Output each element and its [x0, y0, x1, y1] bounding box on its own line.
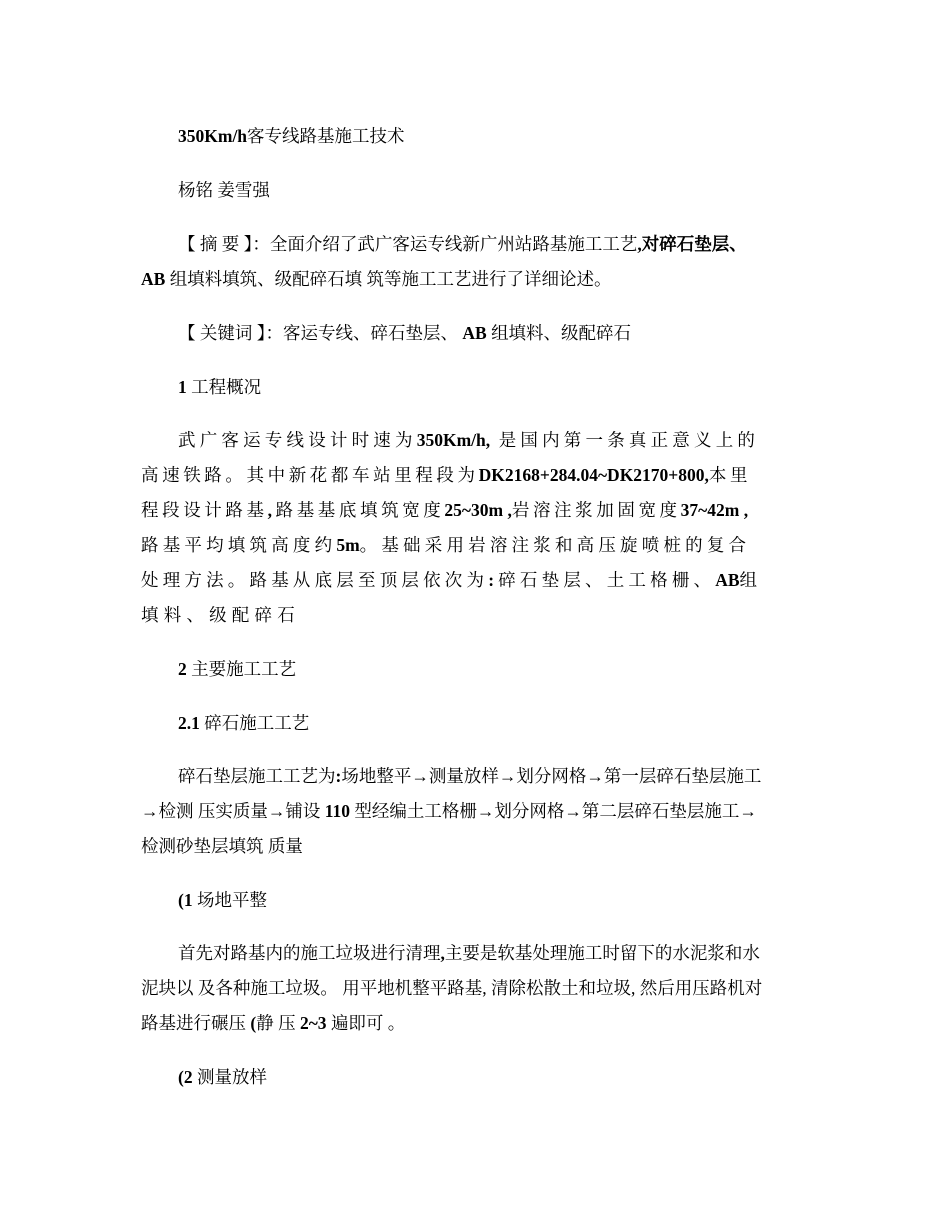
item-heading-2: (2 测量放样 — [178, 1067, 267, 1087]
paragraph-2-line-1: 碎石垫层施工工艺为:场地整平→测量放样→划分网格→第一层碎石垫层施工 — [178, 766, 762, 786]
keywords-label: 【 关键词 】 — [178, 323, 266, 343]
paragraph-1-line-2: 高速铁路。其中新花都车站里程段为DK2168+284.04~DK2170+800,本里 — [141, 465, 752, 485]
paragraph-1-line-4: 路基平均填筑高度约5m。基础采用岩溶注浆和高压旋喷桩的复合 — [141, 535, 751, 555]
abstract-line-1: 【 摘 要 】：全面介绍了武广客运专线新广州站路基施工工艺,对碎石垫层、 — [178, 234, 747, 254]
section-heading-1: 1 工程概况 — [178, 377, 262, 397]
item-heading-1: (1 场地平整 — [178, 890, 267, 910]
abstract-label: 【 摘 要 】 — [178, 234, 253, 254]
abstract-sep: ： — [252, 234, 270, 254]
abstract-line-2: AB 组填料填筑、级配碎石填 筑等施工工艺进行了详细论述。 — [141, 269, 612, 289]
section-heading-2: 2 主要施工工艺 — [178, 659, 297, 679]
paragraph-3-line-2: 泥块以 及各种施工垃圾。 用平地机整平路基, 清除松散土和垃圾, 然后用压路机对 — [141, 978, 763, 998]
title-rest: 客专线路基施工技术 — [247, 126, 405, 146]
authors: 杨铭 姜雪强 — [178, 180, 270, 200]
keywords: 【 关键词 】：客运专线、碎石垫层、 AB 组填料、级配碎石 — [178, 323, 632, 343]
paragraph-2-line-2: →检测 压实质量→铺设 110 型经编土工格栅→划分网格→第二层碎石垫层施工→ — [141, 801, 757, 821]
paragraph-3-line-1: 首先对路基内的施工垃圾进行清理,主要是软基处理施工时留下的水泥浆和水 — [178, 943, 760, 963]
paragraph-3-line-3: 路基进行碾压 (静 压 2~3 遍即可 。 — [141, 1013, 406, 1033]
paragraph-2-line-3: 检测砂垫层填筑 质量 — [141, 836, 303, 856]
document-title — [178, 124, 405, 148]
section-heading-2-1: 2.1 碎石施工工艺 — [178, 713, 310, 733]
paragraph-1-line-6: 填料、级配碎石 — [141, 605, 300, 625]
paragraph-1-line-5: 处理方法。路基从底层至顶层依次为:碎石垫层、土工格栅、AB组 — [141, 570, 762, 590]
paragraph-1-line-1: 武广客运专线设计时速为350Km/h, 是国内第一条真正意义上的 — [178, 430, 760, 450]
paragraph-1-line-3: 程段设计路基,路基基底填筑宽度25~30m ,岩溶注浆加固宽度37~42m , — [141, 500, 749, 520]
title-latin: 350Km/h — [178, 126, 248, 146]
